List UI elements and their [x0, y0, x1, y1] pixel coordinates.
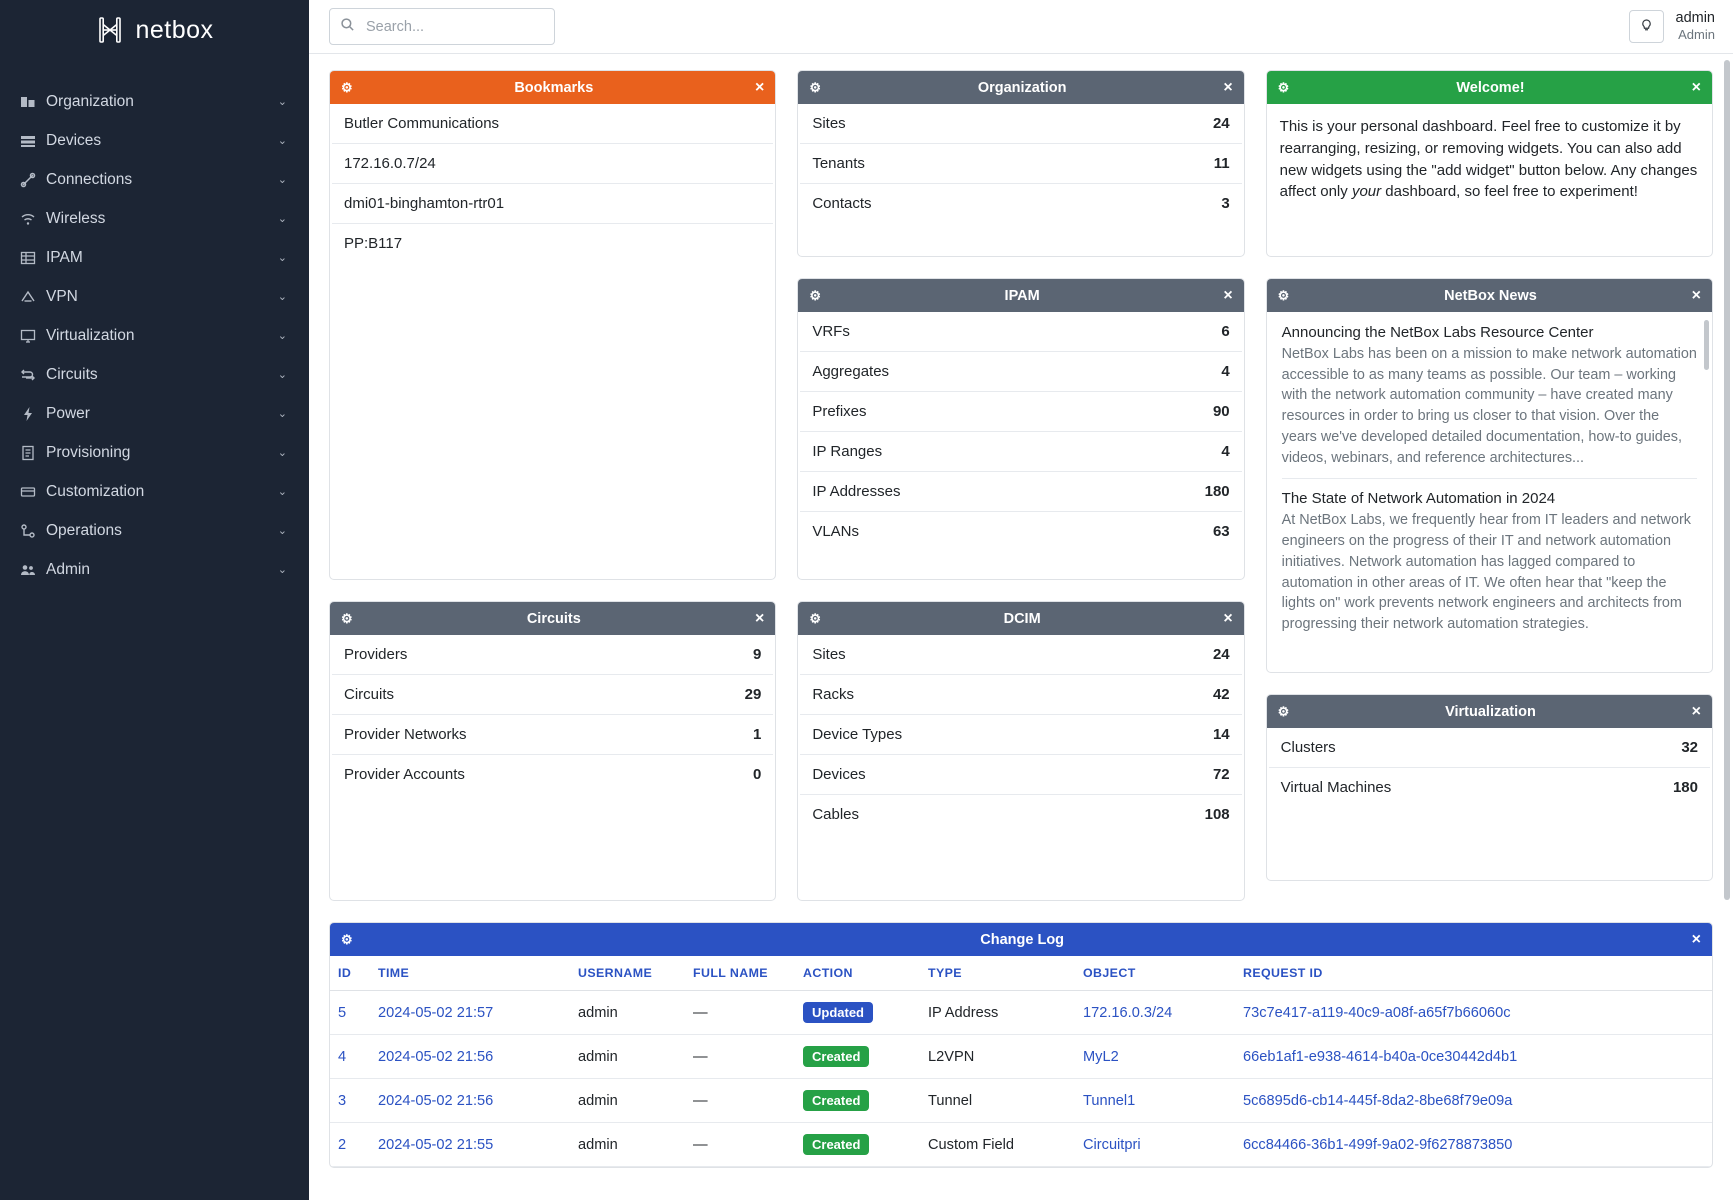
- news-headline[interactable]: The State of Network Automation in 2024: [1281, 490, 1556, 508]
- table-row[interactable]: [332, 755, 773, 794]
- table-row[interactable]: [800, 392, 1241, 432]
- widget-title: Bookmarks: [514, 79, 594, 96]
- organization-icon: [20, 94, 46, 110]
- sidebar-item-label: Customization: [46, 482, 145, 500]
- close-icon[interactable]: ×: [1691, 286, 1701, 304]
- netbox-logo-icon: [95, 15, 125, 45]
- circuits-icon: [20, 367, 46, 383]
- cell-object[interactable]: Circuitpri: [1075, 1123, 1235, 1167]
- close-icon[interactable]: ×: [1691, 78, 1701, 96]
- virtualization-icon: [20, 328, 46, 344]
- circuits-widget: [329, 601, 776, 901]
- cell-action: [795, 1035, 920, 1079]
- list-item[interactable]: dmi01-binghamton-rtr01: [332, 184, 773, 224]
- chevron-down-icon: ⌄: [277, 447, 287, 459]
- table-row[interactable]: [800, 795, 1241, 834]
- chevron-down-icon: ⌄: [277, 96, 287, 108]
- sidebar-item-customization[interactable]: [0, 472, 309, 511]
- welcome-text-emphasis: your: [1351, 183, 1382, 201]
- table-row[interactable]: [330, 1035, 1712, 1079]
- status-badge: Created: [803, 1090, 869, 1111]
- stat-label: Tenants: [812, 155, 865, 172]
- table-row[interactable]: [800, 512, 1241, 551]
- provisioning-icon: [20, 445, 46, 461]
- stat-label: Provider Networks: [344, 726, 467, 743]
- devices-icon: [20, 133, 46, 149]
- status-badge: Updated: [803, 1002, 873, 1023]
- cell-type: Custom Field: [920, 1123, 1075, 1167]
- table-row[interactable]: [800, 104, 1241, 144]
- cell-time[interactable]: 2024-05-02 21:56: [370, 1079, 570, 1123]
- change-log-header: [330, 923, 1712, 956]
- news-list[interactable]: [1267, 312, 1712, 673]
- gear-icon[interactable]: ⚙: [341, 79, 353, 95]
- table-row[interactable]: [330, 1123, 1712, 1167]
- column-header-time[interactable]: TIME: [370, 956, 570, 991]
- news-headline[interactable]: Announcing the NetBox Labs Resource Center: [1281, 324, 1594, 341]
- chevron-down-icon: ⌄: [277, 369, 287, 381]
- close-icon[interactable]: ×: [754, 609, 765, 627]
- topbar-right: [1629, 10, 1716, 43]
- welcome-widget: [1266, 70, 1713, 257]
- stat-value: 29: [744, 686, 762, 703]
- cell-time[interactable]: 2024-05-02 21:56: [370, 1035, 570, 1079]
- stat-value: 1: [752, 726, 762, 743]
- widget-title: Circuits: [526, 610, 581, 627]
- sidebar-item-power[interactable]: [0, 394, 309, 433]
- stat-value: 3: [1221, 195, 1230, 212]
- table-row[interactable]: [800, 715, 1241, 755]
- stat-label: IP Addresses: [812, 483, 901, 500]
- table-row[interactable]: [332, 675, 773, 715]
- column-header-type[interactable]: TYPE: [920, 956, 1075, 991]
- stat-value: 6: [1221, 323, 1230, 340]
- gear-icon[interactable]: ⚙: [809, 610, 821, 626]
- table-row[interactable]: [800, 144, 1241, 184]
- list-item[interactable]: PP:B117: [344, 235, 403, 252]
- stat-label: Devices: [812, 766, 866, 783]
- user-name: admin: [1675, 10, 1715, 26]
- cell-full-name: —: [685, 1079, 795, 1123]
- cell-object[interactable]: Tunnel1: [1075, 1079, 1235, 1123]
- sidebar-item-wireless[interactable]: [0, 199, 309, 238]
- connections-icon: [20, 172, 46, 188]
- bookmarks-widget-header: [330, 71, 775, 104]
- widget-grid: [329, 70, 1713, 901]
- organization-stat-list: [798, 104, 1243, 223]
- column-header-username[interactable]: USERNAME: [570, 956, 685, 991]
- column-header-object[interactable]: OBJECT: [1075, 956, 1235, 991]
- chevron-down-icon: ⌄: [277, 486, 287, 498]
- cell-time[interactable]: 2024-05-02 21:55: [370, 1123, 570, 1167]
- sidebar-item-label: Circuits: [46, 365, 98, 383]
- search-input[interactable]: [364, 18, 544, 36]
- table-row[interactable]: [1269, 768, 1710, 807]
- chevron-down-icon: ⌄: [277, 408, 287, 420]
- stat-label: VLANs: [812, 523, 860, 540]
- widget-title: Welcome!: [1456, 79, 1525, 96]
- main-area: [309, 0, 1733, 1200]
- sidebar-item-label: Connections: [46, 170, 133, 188]
- widget-title: Change Log: [980, 931, 1065, 948]
- sidebar-item-admin[interactable]: [0, 550, 309, 589]
- cell-object[interactable]: 172.16.0.3/24: [1075, 991, 1235, 1035]
- widget-title: NetBox News: [1444, 287, 1537, 304]
- stat-value: 180: [1204, 483, 1230, 500]
- chevron-down-icon: ⌄: [277, 135, 287, 147]
- close-icon[interactable]: ×: [1223, 609, 1233, 627]
- user-role: Admin: [1678, 27, 1715, 43]
- table-row[interactable]: [800, 472, 1241, 512]
- gear-icon[interactable]: ⚙: [809, 79, 821, 95]
- close-icon[interactable]: ×: [1223, 78, 1233, 96]
- sidebar-item-label: Devices: [46, 131, 102, 149]
- column-header-full-name[interactable]: FULL NAME: [685, 956, 795, 991]
- status-badge: Created: [803, 1046, 869, 1067]
- sidebar-item-label: Power: [46, 404, 90, 422]
- stat-value: 63: [1212, 523, 1230, 540]
- virtualization-stat-list: [1267, 728, 1712, 807]
- cell-id[interactable]: 3: [330, 1079, 370, 1123]
- netbox-news-widget: [1266, 278, 1713, 673]
- news-body-text: At NetBox Labs, we frequently hear from IT leaders and network engineers on the progress of their IT and network automation initiatives. Network automation has lagged compared to automation in other areas of IT. We often hear that "keep the lights on" work prevents network engineers and architects from progressing their network automation strategies.: [1281, 512, 1691, 633]
- gear-icon[interactable]: ⚙: [809, 287, 821, 303]
- virtualization-widget-header: [1267, 695, 1712, 728]
- cell-username: admin: [570, 1123, 685, 1167]
- dcim-stat-list: [798, 635, 1243, 834]
- widget-title: Organization: [977, 79, 1067, 96]
- cell-action: [795, 1079, 920, 1123]
- cell-time[interactable]: 2024-05-02 21:57: [370, 991, 570, 1035]
- dcim-widget-header: [798, 602, 1243, 635]
- stat-label: Device Types: [812, 726, 903, 743]
- list-item[interactable]: [1282, 478, 1697, 644]
- stat-label: Virtual Machines: [1280, 779, 1392, 796]
- news-scrollbar[interactable]: [1704, 320, 1709, 370]
- bookmarks-list: [330, 104, 775, 263]
- admin-icon: [20, 562, 46, 578]
- sidebar-item-label: IPAM: [46, 248, 83, 266]
- circuits-stat-list: [330, 635, 775, 794]
- stat-value: 90: [1212, 403, 1230, 420]
- wireless-icon: [20, 211, 46, 227]
- close-icon[interactable]: ×: [1691, 930, 1701, 948]
- sidebar-item-organization[interactable]: [0, 82, 309, 121]
- gear-icon[interactable]: ⚙: [341, 610, 353, 626]
- stat-value: 72: [1212, 766, 1230, 783]
- search-icon: [340, 17, 355, 37]
- stat-value: 42: [1212, 686, 1230, 703]
- user-menu[interactable]: [1676, 10, 1716, 43]
- stat-label: Circuits: [344, 686, 395, 703]
- cell-type: IP Address: [920, 991, 1075, 1035]
- cell-id[interactable]: 5: [330, 991, 370, 1035]
- dashboard: [309, 54, 1733, 1200]
- list-item[interactable]: Butler Communications: [332, 104, 773, 144]
- organization-widget-header: [798, 71, 1243, 104]
- vpn-icon: [20, 289, 46, 305]
- dcim-widget: [797, 601, 1244, 901]
- welcome-widget-header: [1267, 71, 1712, 104]
- lightbulb-icon: [1639, 17, 1654, 37]
- sidebar-item-label: Admin: [46, 560, 90, 578]
- sidebar-item-label: Provisioning: [46, 443, 131, 461]
- table-row[interactable]: [800, 432, 1241, 472]
- sidebar-item-operations[interactable]: [0, 511, 309, 550]
- table-row[interactable]: [330, 991, 1712, 1035]
- list-item[interactable]: 172.16.0.7/24: [332, 144, 773, 184]
- cell-request-id[interactable]: 6cc84466-36b1-499f-9a02-9f6278873850: [1235, 1123, 1712, 1167]
- close-icon[interactable]: ×: [1691, 702, 1701, 720]
- chevron-down-icon: ⌄: [277, 252, 287, 264]
- chevron-down-icon: ⌄: [277, 213, 287, 225]
- cell-type: L2VPN: [920, 1035, 1075, 1079]
- stat-label: Cables: [812, 806, 860, 823]
- circuits-widget-header: [330, 602, 775, 635]
- close-icon[interactable]: ×: [1223, 286, 1233, 304]
- chevron-down-icon: ⌄: [277, 291, 287, 303]
- cell-username: admin: [570, 991, 685, 1035]
- stat-value: 0: [752, 766, 762, 783]
- organization-widget: [797, 70, 1244, 257]
- sidebar-item-label: Organization: [46, 92, 134, 110]
- sidebar-item-virtualization[interactable]: [0, 316, 309, 355]
- stat-label: Contacts: [812, 195, 872, 212]
- sidebar-item-provisioning[interactable]: [0, 433, 309, 472]
- stat-label: Sites: [812, 115, 846, 132]
- cell-full-name: —: [685, 991, 795, 1035]
- welcome-text-part2: dashboard, so feel free to experiment!: [1381, 183, 1638, 201]
- table-row[interactable]: [1269, 728, 1710, 768]
- stat-value: 24: [1212, 646, 1230, 663]
- virtualization-widget: [1266, 694, 1713, 881]
- table-header-row: [330, 956, 1712, 991]
- list-item[interactable]: [1282, 324, 1697, 478]
- customization-icon: [20, 484, 46, 500]
- stat-value: 11: [1213, 155, 1230, 172]
- cell-username: admin: [570, 1079, 685, 1123]
- sidebar-item-label: VPN: [46, 287, 78, 305]
- brand-name: netbox: [135, 15, 214, 44]
- column-header-request-id[interactable]: REQUEST ID: [1235, 956, 1712, 991]
- sidebar: [0, 0, 309, 1200]
- stat-value: 180: [1672, 779, 1698, 796]
- chevron-down-icon: ⌄: [277, 330, 287, 342]
- cell-object[interactable]: MyL2: [1075, 1035, 1235, 1079]
- change-log-widget: [329, 922, 1713, 1168]
- table-row[interactable]: [800, 675, 1241, 715]
- dashboard-column-1: [329, 70, 776, 901]
- cell-request-id[interactable]: 66eb1af1-e938-4614-b40a-0ce30442d4b1: [1235, 1035, 1712, 1079]
- change-log-table: [330, 956, 1712, 1167]
- cell-action: [795, 1123, 920, 1167]
- column-header-id[interactable]: ID: [330, 956, 370, 991]
- stat-label: VRFs: [812, 323, 850, 340]
- cell-full-name: —: [685, 1035, 795, 1079]
- cell-request-id[interactable]: 73c7e417-a119-40c9-a08f-a65f7b66060c: [1235, 991, 1712, 1035]
- table-row[interactable]: [800, 635, 1241, 675]
- sidebar-item-ipam[interactable]: [0, 238, 309, 277]
- sidebar-item-circuits[interactable]: [0, 355, 309, 394]
- cell-full-name: —: [685, 1123, 795, 1167]
- gear-icon[interactable]: ⚙: [1277, 287, 1290, 303]
- cell-action: [795, 991, 920, 1035]
- page-scrollbar[interactable]: [1724, 60, 1730, 900]
- stat-value: 14: [1212, 726, 1230, 743]
- table-row[interactable]: [800, 184, 1241, 223]
- ipam-widget-header: [798, 279, 1243, 312]
- stat-label: Aggregates: [812, 363, 890, 380]
- power-icon: [20, 406, 46, 422]
- widget-title: IPAM: [1004, 287, 1040, 304]
- dashboard-column-2: [797, 70, 1244, 901]
- stat-label: IP Ranges: [812, 443, 883, 460]
- cell-username: admin: [570, 1035, 685, 1079]
- ipam-stat-list: [798, 312, 1243, 551]
- stat-label: Provider Accounts: [344, 766, 465, 783]
- widget-title: DCIM: [1003, 610, 1041, 627]
- stat-label: Clusters: [1280, 739, 1336, 756]
- stat-label: Prefixes: [812, 403, 867, 420]
- cell-request-id[interactable]: 5c6895d6-cb14-445f-8da2-8be68f79e09a: [1235, 1079, 1712, 1123]
- stat-value: 32: [1681, 739, 1698, 756]
- sidebar-item-label: Operations: [46, 521, 122, 539]
- cell-id[interactable]: 2: [330, 1123, 370, 1167]
- table-row[interactable]: [800, 352, 1241, 392]
- stat-value: 4: [1221, 363, 1230, 380]
- ipam-icon: [20, 250, 46, 266]
- column-header-action[interactable]: ACTION: [795, 956, 920, 991]
- table-row[interactable]: [330, 1079, 1712, 1123]
- brand-logo[interactable]: [0, 0, 309, 54]
- gear-icon[interactable]: ⚙: [341, 931, 353, 947]
- sidebar-item-connections[interactable]: [0, 160, 309, 199]
- sidebar-item-label: Virtualization: [46, 326, 135, 344]
- chevron-down-icon: ⌄: [277, 174, 287, 186]
- sidebar-nav: [0, 82, 309, 589]
- news-widget-header: [1267, 279, 1712, 312]
- gear-icon[interactable]: ⚙: [1277, 703, 1290, 719]
- stat-value: 108: [1204, 806, 1230, 823]
- cell-type: Tunnel: [920, 1079, 1075, 1123]
- table-row[interactable]: [800, 312, 1241, 352]
- stat-value: 4: [1221, 443, 1230, 460]
- stat-label: Providers: [344, 646, 408, 663]
- chevron-down-icon: ⌄: [277, 525, 287, 537]
- sidebar-item-label: Wireless: [46, 209, 106, 227]
- gear-icon[interactable]: ⚙: [1277, 79, 1290, 95]
- operations-icon: [20, 523, 46, 539]
- stat-value: 9: [752, 646, 762, 663]
- sidebar-item-vpn[interactable]: [0, 277, 309, 316]
- close-icon[interactable]: ×: [754, 78, 765, 96]
- top-bar: [309, 0, 1733, 54]
- bookmarks-widget: [329, 70, 776, 580]
- chevron-down-icon: ⌄: [277, 564, 287, 576]
- welcome-text: [1267, 104, 1712, 219]
- theme-toggle-button[interactable]: [1629, 10, 1664, 43]
- table-row[interactable]: [800, 755, 1241, 795]
- status-badge: Created: [803, 1134, 869, 1155]
- stat-value: 24: [1212, 115, 1230, 132]
- ipam-widget: [797, 278, 1244, 580]
- widget-title: Virtualization: [1445, 703, 1536, 720]
- stat-label: Racks: [812, 686, 855, 703]
- search-box[interactable]: [329, 8, 555, 45]
- stat-label: Sites: [812, 646, 846, 663]
- news-body-text: NetBox Labs has been on a mission to make network automation accessible to as many teams as possible. Our team – working with the network automation community – have created many resources in order to bring us closer to that vision. Over the years we've developed detailed documentation, how-to guides, videos, webinars, and reference architectures...: [1281, 346, 1697, 466]
- table-row[interactable]: [332, 715, 773, 755]
- table-row[interactable]: [332, 635, 773, 675]
- cell-id[interactable]: 4: [330, 1035, 370, 1079]
- dashboard-column-3: [1266, 70, 1713, 881]
- welcome-text-part1: This is your personal dashboard. Feel free to customize it by rearranging, resizing, or removing widgets. You can also add new widgets using the "add widget" button below. Any changes affect only: [1279, 118, 1698, 201]
- sidebar-item-devices[interactable]: [0, 121, 309, 160]
